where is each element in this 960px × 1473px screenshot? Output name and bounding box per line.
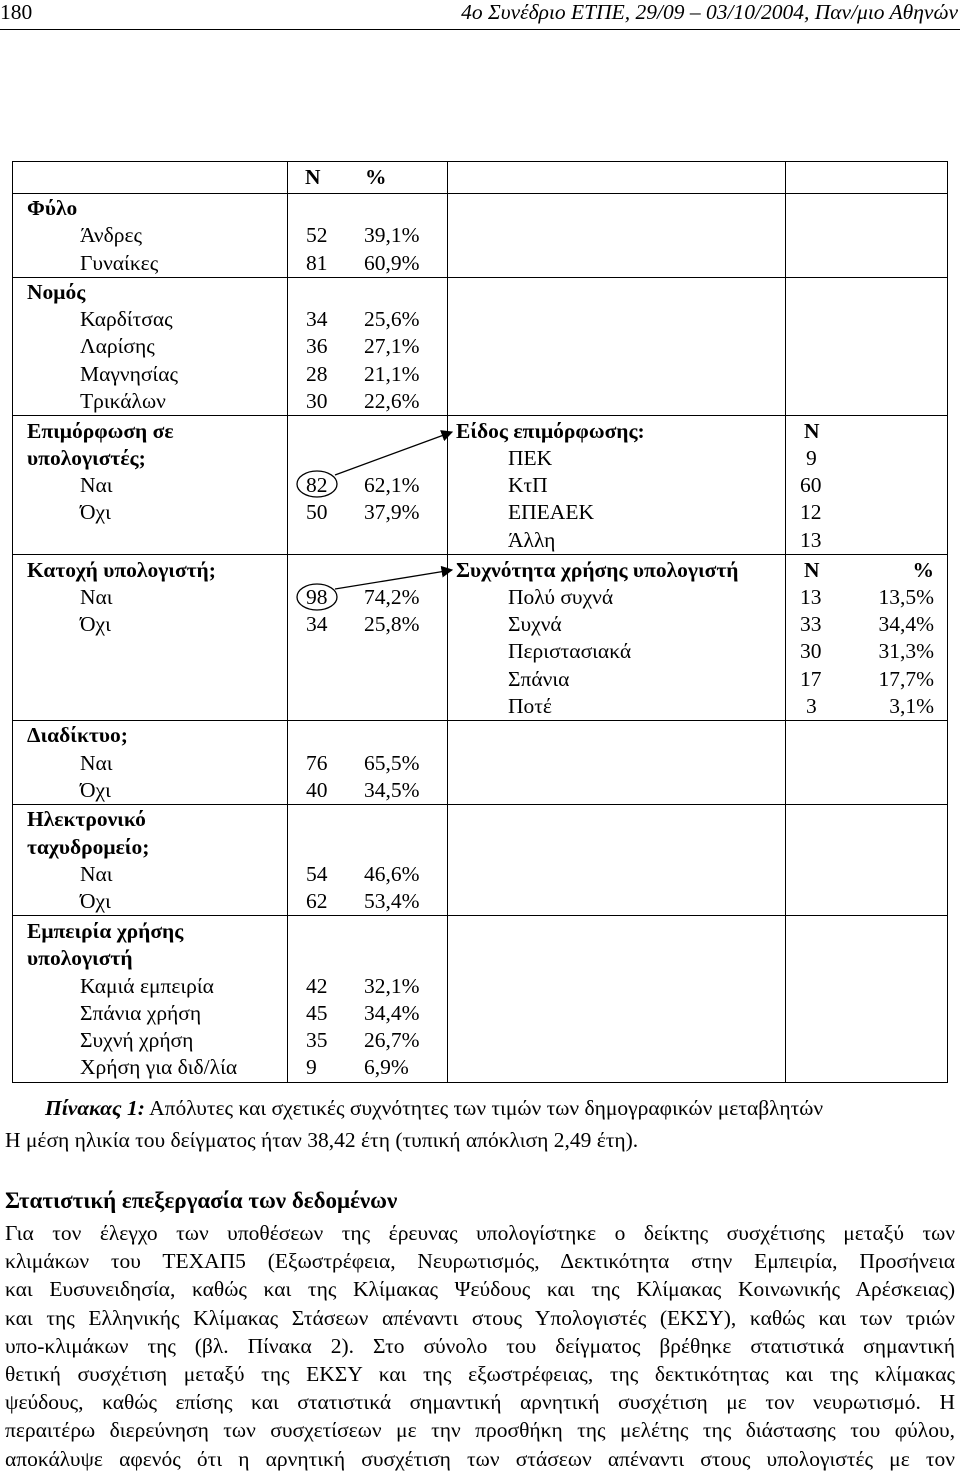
group-label-prefecture: Νομός bbox=[27, 280, 86, 304]
row-pct: 34,4% bbox=[364, 1001, 420, 1025]
paragraph-line: περαιτέρω διερεύνηση των συσχετίσεων με την προσθήκη της μελέτης της διάστασης του φύλου, bbox=[5, 1418, 955, 1443]
row-pct: 37,9% bbox=[364, 500, 420, 524]
row-n: 17 bbox=[800, 667, 822, 691]
row-pct: 31,3% bbox=[878, 639, 934, 663]
section-title: Στατιστική επεξεργασία των δεδομένων bbox=[5, 1188, 398, 1213]
row-label: Μαγνησίας bbox=[80, 362, 178, 386]
row-pct: 3,1% bbox=[889, 694, 934, 718]
age-note: Η μέση ηλικία του δείγματος ήταν 38,42 έτη (τυπική απόκλιση 2,49 έτη). bbox=[5, 1128, 639, 1152]
row-label: ΠΕΚ bbox=[508, 446, 553, 470]
row-pct: 26,7% bbox=[364, 1028, 420, 1052]
arrow-to-training-type bbox=[335, 432, 452, 475]
row-label: Χρήση για διδ/λία bbox=[80, 1055, 238, 1079]
row-n: 50 bbox=[306, 500, 328, 524]
group-label-email-cont: ταχυδρομείο; bbox=[27, 835, 150, 859]
row-n: 13 bbox=[800, 528, 822, 552]
group-label-frequency: Συχνότητα χρήσης υπολογιστή bbox=[456, 558, 739, 582]
group-label-training-cont: υπολογιστές; bbox=[27, 446, 146, 470]
row-label: ΕΠΕΑΕΚ bbox=[508, 500, 594, 524]
row-pct: 25,8% bbox=[364, 612, 420, 636]
row-label: Όχι bbox=[80, 889, 111, 913]
col-n-header: N bbox=[305, 165, 321, 189]
col-pct-header: % bbox=[365, 165, 387, 189]
row-label: Όχι bbox=[80, 778, 111, 802]
row-n: 28 bbox=[306, 362, 328, 386]
row-pct: 22,6% bbox=[364, 389, 420, 413]
group-label-gender: Φύλο bbox=[27, 196, 78, 220]
col-pct-header: % bbox=[912, 558, 934, 582]
row-n: 30 bbox=[800, 639, 822, 663]
row-label: ΚτΠ bbox=[508, 473, 548, 497]
row-n: 40 bbox=[306, 778, 328, 802]
row-label: Τρικάλων bbox=[80, 389, 166, 413]
table-caption-label: Πίνακας 1: bbox=[45, 1096, 145, 1120]
paragraph-line: Για τον έλεγχο των υποθέσεων της έρευνας υπολογίστηκε ο δείκτης συσχέτισης μεταξύ των bbox=[5, 1221, 955, 1245]
row-label: Γυναίκες bbox=[80, 251, 159, 275]
col-n-header: N bbox=[804, 419, 820, 443]
row-label: Καρδίτσας bbox=[80, 307, 173, 331]
row-pct: 34,4% bbox=[878, 612, 934, 636]
row-label: Περιστασιακά bbox=[508, 639, 632, 663]
row-pct: 6,9% bbox=[364, 1055, 409, 1079]
row-n: 60 bbox=[800, 473, 822, 497]
row-label: Ναι bbox=[80, 751, 113, 775]
row-label: Άνδρες bbox=[80, 223, 143, 247]
row-n: 52 bbox=[306, 223, 328, 247]
row-n: 35 bbox=[306, 1028, 328, 1052]
row-n: 34 bbox=[306, 307, 328, 331]
row-pct: 60,9% bbox=[364, 251, 420, 275]
page-number: 180 bbox=[0, 0, 33, 24]
row-label: Όχι bbox=[80, 500, 111, 524]
row-pct: 46,6% bbox=[364, 862, 420, 886]
paragraph-line: αποκάλυψε αφενός ότι η αρνητική συσχέτιση των στάσεων απέναντι στους υπολογιστές με τον bbox=[5, 1446, 955, 1471]
row-n: 34 bbox=[306, 612, 328, 636]
row-n: 98 bbox=[306, 585, 328, 609]
row-n: 82 bbox=[306, 473, 328, 497]
body-paragraph bbox=[5, 1219, 955, 1473]
row-label: Συχνή χρήση bbox=[80, 1028, 194, 1052]
row-n: 62 bbox=[306, 889, 328, 913]
row-label: Πολύ συχνά bbox=[508, 585, 614, 609]
row-pct: 53,4% bbox=[364, 889, 420, 913]
row-n: 13 bbox=[800, 585, 822, 609]
paragraph-line: θετική συσχέτιση μεταξύ της ΕΚΣΥ και της εξωστρέφειας, της δεκτικότητας και της κλίμακας bbox=[5, 1361, 955, 1386]
paragraph-line: ψεύδους, καθώς επίσης και στατιστικά σημαντική αρνητική συσχέτιση με τον νευρωτισμό. Η bbox=[5, 1390, 955, 1415]
row-label: Συχνά bbox=[508, 612, 562, 636]
row-label: Όχι bbox=[80, 612, 111, 636]
row-n: 36 bbox=[306, 334, 328, 358]
row-label: Λαρίσης bbox=[80, 334, 155, 358]
group-label-experience: Εμπειρία χρήσης bbox=[27, 919, 184, 943]
row-pct: 13,5% bbox=[878, 585, 934, 609]
row-n: 12 bbox=[800, 500, 822, 524]
row-pct: 27,1% bbox=[364, 334, 420, 358]
row-label: Ποτέ bbox=[508, 694, 552, 718]
row-label: Άλλη bbox=[508, 528, 556, 552]
row-pct: 32,1% bbox=[364, 974, 420, 998]
row-n: 81 bbox=[306, 251, 328, 275]
group-label-internet: Διαδίκτυο; bbox=[27, 723, 128, 747]
row-label: Ναι bbox=[80, 473, 113, 497]
row-n: 42 bbox=[306, 974, 328, 998]
table-caption bbox=[45, 1096, 823, 1120]
row-n: 54 bbox=[306, 862, 328, 886]
paragraph-line: κλιμάκων του ΤΕΧΑΠ5 (Εξωστρέφεια, Νευρωτισμός, Δεκτικότητα στην Εμπειρία, Προσήνεια bbox=[5, 1249, 955, 1274]
row-label: Ναι bbox=[80, 585, 113, 609]
paragraph-line: και της Ελληνικής Κλίμακας Στάσεων απέναντι στους Υπολογιστές (ΕΚΣΥ), καθώς και των τριών bbox=[5, 1305, 955, 1330]
row-n: 45 bbox=[306, 1001, 328, 1025]
row-n: 33 bbox=[800, 612, 822, 636]
running-header-title: 4ο Συνέδριο ΕΤΠΕ, 29/09 – 03/10/2004, Παν/μιο Αθηνών bbox=[461, 0, 958, 24]
row-pct: 74,2% bbox=[364, 585, 420, 609]
group-label-training-type: Είδος επιμόρφωσης: bbox=[456, 419, 645, 443]
row-pct: 17,7% bbox=[878, 667, 934, 691]
row-label: Ναι bbox=[80, 862, 113, 886]
row-label: Σπάνια χρήση bbox=[80, 1001, 202, 1025]
row-n: 9 bbox=[306, 1055, 317, 1079]
row-n: 3 bbox=[806, 694, 817, 718]
row-pct: 39,1% bbox=[364, 223, 420, 247]
row-pct: 21,1% bbox=[364, 362, 420, 386]
group-label-email: Ηλεκτρονικό bbox=[27, 807, 146, 831]
row-n: 9 bbox=[806, 446, 817, 470]
row-pct: 62,1% bbox=[364, 473, 420, 497]
row-label: Καμιά εμπειρία bbox=[80, 974, 214, 998]
table-caption-text: Απόλυτες και σχετικές συχνότητες των τιμών των δημογραφικών μεταβλητών bbox=[144, 1096, 824, 1120]
row-n: 30 bbox=[306, 389, 328, 413]
group-label-training: Επιμόρφωση σε bbox=[27, 419, 174, 443]
group-label-experience-cont: υπολογιστή bbox=[27, 946, 133, 970]
paragraph-line: και Ευσυνειδησία, καθώς και της Κλίμακας Ψεύδους και της Κλίμακας Κοινωνικής Αρέσκειας) bbox=[5, 1277, 955, 1302]
row-pct: 34,5% bbox=[364, 778, 420, 802]
group-label-ownership: Κατοχή υπολογιστή; bbox=[27, 558, 216, 582]
row-label: Σπάνια bbox=[508, 667, 570, 691]
row-pct: 65,5% bbox=[364, 751, 420, 775]
row-pct: 25,6% bbox=[364, 307, 420, 331]
paragraph-line: υπο-κλιμάκων της (βλ. Πίνακα 2). Στο σύνολο του δείγματος βρέθηκε στατιστικά σημαντική bbox=[5, 1333, 955, 1358]
col-n-header: N bbox=[804, 558, 820, 582]
row-n: 76 bbox=[306, 751, 328, 775]
